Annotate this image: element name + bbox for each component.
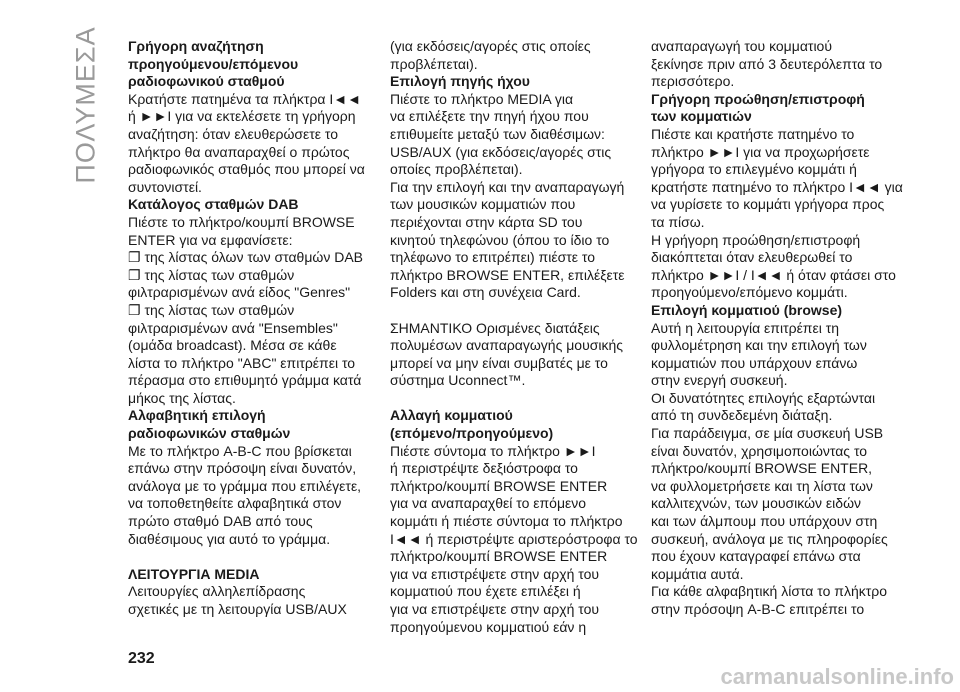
text-line: λίστα το πλήκτρο "ABC" επιτρέπει το	[128, 354, 356, 371]
text-line: στην πρόσοψη A-B-C επιτρέπει το	[651, 601, 865, 617]
text-line: σύστημα Uconnect™.	[390, 372, 526, 389]
section-label-text: ΠΟΛΥΜΕΣΑ	[70, 26, 101, 184]
text-line: κομμάτι ή πιέστε σύντομα το πλήκτρο	[390, 513, 623, 530]
text-line: για να αναπαραχθεί το επόμενο	[390, 495, 587, 512]
section-heading: προηγούμενου/επόμενου	[128, 55, 299, 72]
watermark: carmanualsonline.info	[720, 664, 954, 689]
text-line: πλήκτρο BROWSE ENTER, επιλέξετε	[390, 266, 625, 283]
text-line: στην ενεργή συσκευή.	[651, 372, 788, 389]
text-line: επιθυμείτε μεταξύ των διαθέσιμων:	[390, 125, 605, 142]
text-line: προβλέπεται).	[390, 55, 478, 72]
section-heading: των κομματιών	[651, 108, 752, 125]
text-line: τηλέφωνο το επιτρέπει) πιέστε το	[390, 249, 595, 266]
text-line: κομμάτια αυτά.	[651, 565, 744, 582]
text-line: ❐ της λίστας των σταθμών	[128, 301, 295, 318]
text-line	[390, 390, 642, 408]
text-line: ❐ της λίστας των σταθμών	[128, 266, 295, 283]
text-line: πλήκτρο/κουμπί BROWSE ENTER	[390, 548, 608, 565]
text-line: Πιέστε σύντομα το πλήκτρο ►►I	[390, 442, 596, 459]
section-heading: Επιλογή κομματιού (browse)	[651, 301, 843, 318]
text-line: περισσότερο.	[651, 73, 735, 90]
text-line: Για κάθε αλφαβητική λίστα το πλήκτρο	[651, 583, 888, 600]
text-line: προηγούμενο/επόμενο κομμάτι.	[651, 284, 848, 301]
text-line	[128, 548, 380, 566]
text-line: είναι δυνατόν, χρησιμοποιώντας το	[651, 442, 868, 459]
text-line: πλήκτρο/κουμπί BROWSE ENTER,	[651, 460, 873, 477]
text-line: να φυλλομετρήσετε και τη λίστα των	[651, 477, 873, 494]
text-line: Η γρήγορη προώθηση/επιστροφή	[651, 231, 861, 248]
text-line: Για την επιλογή και την αναπαραγωγή	[390, 178, 625, 195]
text-line: (ομάδα broadcast). Μέσα σε κάθε	[128, 337, 337, 354]
text-line: αναζήτηση: όταν ελευθερώσετε το	[128, 125, 339, 142]
section-heading: (επόμενο/προηγούμενο)	[390, 425, 554, 442]
text-line: κομματιών που υπάρχουν επάνω	[651, 354, 858, 371]
section-heading: ραδιοφωνικού σταθμού	[128, 73, 285, 90]
text-line: πλήκτρο ►►I για να προχωρήσετε	[651, 143, 870, 160]
text-line: για να επιστρέψετε στην αρχή του	[390, 565, 600, 582]
text-line: πλήκτρο ►►I / I◄◄ ή όταν φτάσει στο	[651, 266, 896, 283]
text-line: κρατήστε πατημένο το πλήκτρο I◄◄ για	[651, 178, 903, 195]
text-line: από τη συνδεδεμένη διάταξη.	[651, 407, 833, 424]
text-line: να επιλέξετε την πηγή ήχου που	[390, 108, 589, 125]
text-line: ENTER για να εμφανίσετε:	[128, 231, 293, 248]
text-line: επάνω στην πρόσοψη είναι δυνατόν,	[128, 460, 357, 477]
text-line: οποίες προβλέπεται).	[390, 161, 523, 178]
section-label	[66, 26, 106, 184]
text-line: καλλιτεχνών, των μουσικών ειδών	[651, 495, 861, 512]
text-line: πλήκτρο θα αναπαραχθεί ο πρώτος	[128, 143, 350, 160]
text-line: Folders και στη συνέχεια Card.	[390, 284, 581, 301]
text-line: Λειτουργίες αλληλεπίδρασης	[128, 583, 306, 600]
text-line: φιλτραρισμένων ανά "Ensembles"	[128, 319, 338, 336]
text-line: ή περιστρέψτε δεξιόστροφα το	[390, 460, 578, 477]
text-line: φυλλομέτρηση και την επιλογή των	[651, 337, 867, 354]
text-line: για να επιστρέψετε στην αρχή του	[390, 601, 600, 617]
text-line: (για εκδόσεις/αγορές στις οποίες	[390, 38, 591, 54]
text-line: ξεκίνησε πριν από 3 δευτερόλεπτα το	[651, 55, 883, 72]
text-line: αναπαραγωγή του κομματιού	[651, 38, 832, 54]
text-line: πρώτο σταθμό DAB από τους	[128, 513, 313, 530]
page-number: 232	[128, 650, 155, 667]
text-line: ΣΗΜΑΝΤΙΚΟ Ορισμένες διατάξεις	[390, 319, 600, 336]
text-line: Για παράδειγμα, σε μία συσκευή USB	[651, 425, 884, 442]
text-line: Πιέστε το πλήκτρο MEDIA για	[390, 90, 574, 107]
text-line: κομματιού που έχετε επιλέξει ή	[390, 583, 581, 600]
text-line: ραδιοφωνικός σταθμός που μπορεί να	[128, 161, 365, 178]
text-line: Πιέστε το πλήκτρο/κουμπί BROWSE	[128, 213, 355, 230]
text-line	[390, 302, 642, 320]
text-line: περιέχονται στην κάρτα SD του	[390, 213, 583, 230]
text-line: Πιέστε και κρατήστε πατημένο το	[651, 125, 855, 142]
section-heading: ΛΕΙΤΟΥΡΓΙΑ MEDIA	[128, 565, 260, 582]
section-heading: ραδιοφωνικών σταθμών	[128, 425, 291, 442]
text-line: USB/AUX (για εκδόσεις/αγορές στις	[390, 143, 612, 160]
text-line: ανάλογα με το γράμμα που επιλέγετε,	[128, 477, 362, 494]
text-line: ❐ της λίστας όλων των σταθμών DAB	[128, 249, 364, 266]
section-heading: Γρήγορη προώθηση/επιστροφή	[651, 90, 865, 107]
text-line: κινητού τηλεφώνου (όπου το ίδιο το	[390, 231, 610, 248]
section-heading: Κατάλογος σταθμών DAB	[128, 196, 299, 213]
text-line: πολυμέσων αναπαραγωγής μουσικής	[390, 337, 624, 354]
text-line: τα πίσω.	[651, 213, 705, 230]
text-line: των μουσικών κομματιών που	[390, 196, 576, 213]
text-line: σχετικές με τη λειτουργία USB/AUX	[128, 601, 347, 617]
text-line: φιλτραρισμένων ανά είδος "Genres"	[128, 284, 351, 301]
text-column-2	[390, 38, 642, 636]
section-heading: Αλφαβητική επιλογή	[128, 407, 266, 424]
text-line: Οι δυνατότητες επιλογής εξαρτώνται	[651, 389, 876, 406]
text-line: I◄◄ ή περιστρέψτε αριστερόστροφα το	[390, 530, 638, 547]
text-line: πλήκτρο/κουμπί BROWSE ENTER	[390, 477, 608, 494]
text-line: και των άλμπουμ που υπάρχουν στη	[651, 513, 878, 530]
text-column-3	[651, 38, 903, 619]
text-line: ή ►►I για να εκτελέσετε τη γρήγορη	[128, 108, 356, 125]
section-heading: Επιλογή πηγής ήχου	[390, 73, 530, 90]
text-line: μήκος της λίστας.	[128, 389, 236, 406]
text-line: συσκευή, ανάλογα με τις πληροφορίες	[651, 530, 888, 547]
text-line: να τοποθετηθείτε αλφαβητικά στον	[128, 495, 342, 512]
text-line: Κρατήστε πατημένα τα πλήκτρα I◄◄	[128, 90, 362, 107]
text-line: που έχουν καταγραφεί επάνω στα	[651, 548, 861, 565]
text-line: μπορεί να μην είναι συμβατές με το	[390, 354, 608, 371]
text-line: να γυρίσετε το κομμάτι γρήγορα προς	[651, 196, 885, 213]
text-line: γρήγορα το επιλεγμένο κομμάτι ή	[651, 161, 857, 178]
section-heading: Αλλαγή κομματιού	[390, 407, 513, 424]
text-line: πέρασμα στο επιθυμητό γράμμα κατά	[128, 372, 362, 389]
text-line: διαθέσιμους για αυτό το γράμμα.	[128, 530, 331, 547]
section-heading: Γρήγορη αναζήτηση	[128, 38, 264, 54]
text-line: διακόπτεται όταν ελευθερωθεί το	[651, 249, 853, 266]
text-column-1	[128, 38, 380, 619]
text-line: συντονιστεί.	[128, 178, 202, 195]
text-line: Αυτή η λειτουργία επιτρέπει τη	[651, 319, 840, 336]
text-line: προηγούμενου κομματιού εάν η	[390, 618, 587, 635]
text-line: Με το πλήκτρο A-B-C που βρίσκεται	[128, 442, 352, 459]
